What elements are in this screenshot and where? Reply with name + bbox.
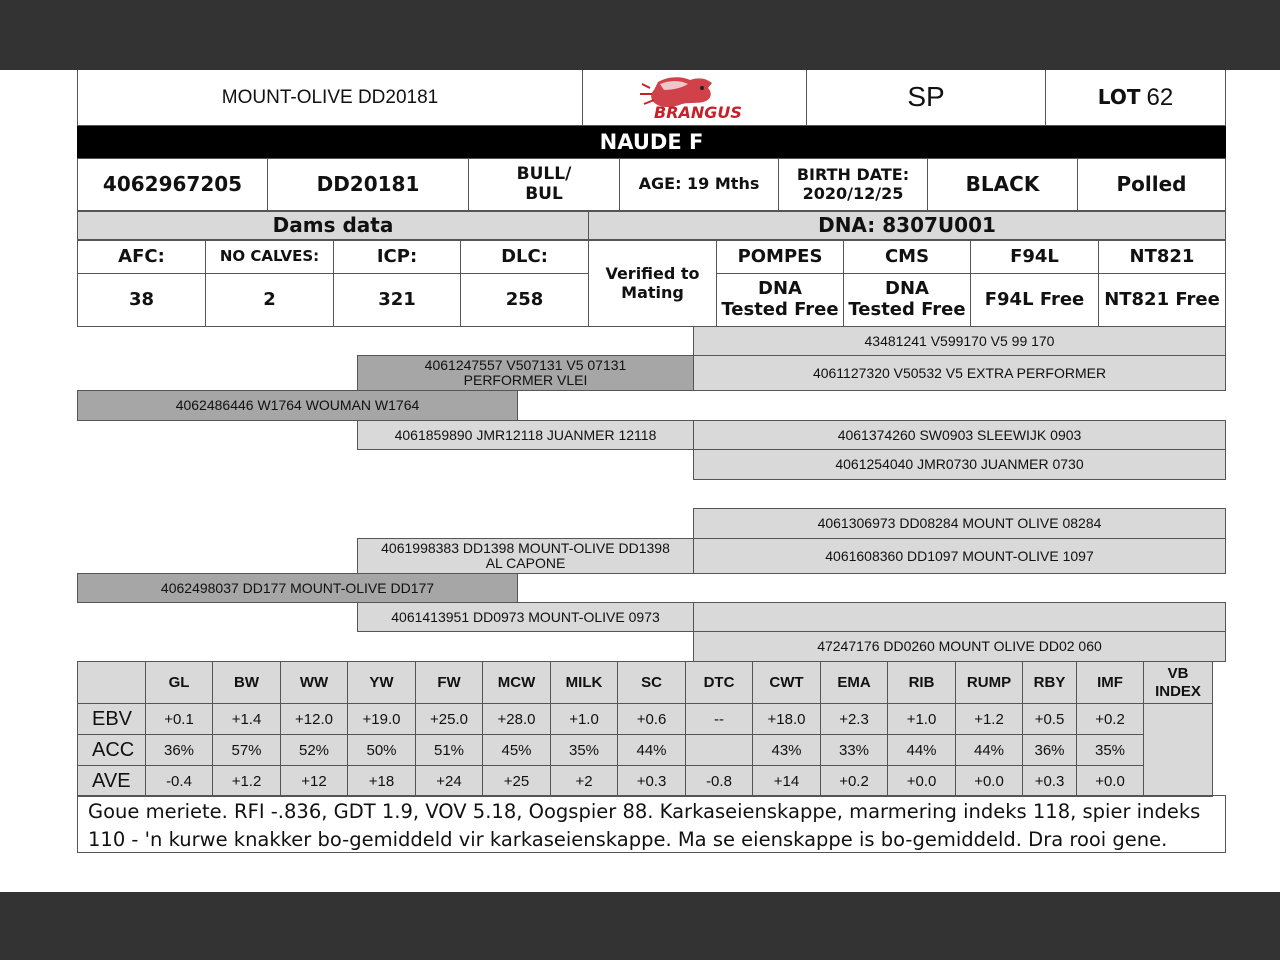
- acc-value: [686, 735, 753, 766]
- pompes-line2: Tested Free: [721, 299, 839, 320]
- acc-value: 35%: [551, 735, 618, 766]
- ave-value: +0.0: [1077, 766, 1144, 797]
- animal-id: DD20181: [267, 158, 469, 211]
- ave-value: +0.0: [956, 766, 1023, 797]
- ebv-header: FW: [416, 662, 483, 704]
- top-bar: [0, 0, 1280, 70]
- icp-value: 321: [333, 273, 461, 327]
- ebv-value: +12.0: [281, 704, 348, 735]
- ebv-row: [78, 704, 1213, 735]
- ebv-header: GL: [146, 662, 213, 704]
- pedigree-dam-sire-sire: 4061306973 DD08284 MOUNT OLIVE 08284: [693, 508, 1226, 539]
- pedigree-sire-dam: 4061859890 JMR12118 JUANMER 12118: [357, 420, 694, 450]
- cms-line2: Tested Free: [848, 299, 966, 320]
- ebv-value: --: [686, 704, 753, 735]
- ebv-value: +0.5: [1023, 704, 1077, 735]
- ebv-value: +18.0: [753, 704, 821, 735]
- ebv-row-label: EBV: [78, 704, 146, 735]
- acc-value: 36%: [1023, 735, 1077, 766]
- registration-number: 4062967205: [77, 158, 268, 211]
- pedigree-sire: 4062486446 W1764 WOUMAN W1764: [77, 390, 518, 421]
- logo-text: BRANGUS: [653, 102, 742, 122]
- age-cell: AGE: 19 Mths: [619, 158, 779, 211]
- ave-value: +24: [416, 766, 483, 797]
- acc-value: 44%: [618, 735, 686, 766]
- ebv-header: SC: [618, 662, 686, 704]
- ebv-header: IMF: [1077, 662, 1144, 704]
- pedigree-dam-sire-line1: 4061998383 DD1398 MOUNT-OLIVE DD1398: [381, 539, 670, 556]
- pedigree-sire-sire-line2: PERFORMER VLEI: [463, 372, 588, 388]
- lot-cell: [1045, 70, 1226, 126]
- ebv-header: EMA: [821, 662, 888, 704]
- ebv-value: +0.1: [146, 704, 213, 735]
- ebv-value: +28.0: [483, 704, 551, 735]
- cms-line1: DNA: [885, 278, 929, 300]
- vb-index-line2: INDEX: [1155, 682, 1201, 700]
- acc-value: 52%: [281, 735, 348, 766]
- lot-label: LOT: [1097, 85, 1141, 109]
- pompes-line1: DNA: [758, 278, 802, 300]
- ebv-header: CWT: [753, 662, 821, 704]
- ebv-header: YW: [348, 662, 416, 704]
- bottom-bar: [0, 892, 1280, 960]
- icp-label: ICP:: [333, 240, 461, 274]
- animal-name: MOUNT-OLIVE DD20181: [77, 70, 583, 126]
- nt821-label: NT821: [1098, 240, 1226, 274]
- pedigree-dam: 4062498037 DD177 MOUNT-OLIVE DD177: [77, 573, 518, 603]
- sex-line1: BULL/: [516, 163, 572, 184]
- acc-value: 36%: [146, 735, 213, 766]
- birth-date: 2020/12/25: [802, 183, 904, 203]
- ave-value: +25: [483, 766, 551, 797]
- birth-date-label: BIRTH DATE:: [796, 165, 910, 185]
- acc-value: 45%: [483, 735, 551, 766]
- ebv-header: RIB: [888, 662, 956, 704]
- remarks-text: Goue meriete. RFI -.836, GDT 1.9, VOV 5.18, Oogspier 88. Karkaseienskappe, marmering indeks 118, spier indeks 110 - 'n kurwe knakker bo-gemiddeld vir karkaseienskappe. Ma se eienskappe is bo-gemiddeld. Dra rooi gene.: [77, 795, 1226, 853]
- pedigree-dam-sire-dam: 4061608360 DD1097 MOUNT-OLIVE 1097: [693, 538, 1226, 574]
- ebv-header-row: [78, 662, 1213, 704]
- pedigree-sire-sire: [357, 355, 694, 391]
- ave-value: +0.2: [821, 766, 888, 797]
- ebv-header: MILK: [551, 662, 618, 704]
- ebv-header: BW: [213, 662, 281, 704]
- ebv-value: +2.3: [821, 704, 888, 735]
- acc-value: 33%: [821, 735, 888, 766]
- no-calves-label: NO CALVES:: [205, 240, 334, 274]
- ave-row: [78, 766, 1213, 797]
- pedigree-sire-sire-sire: 43481241 V599170 V5 99 170: [693, 326, 1226, 356]
- pedigree-dam-dam: 4061413951 DD0973 MOUNT-OLIVE 0973: [357, 602, 694, 632]
- birth-date-cell: [778, 158, 928, 211]
- cms-label: CMS: [843, 240, 971, 274]
- dna-title: DNA: 8307U001: [588, 211, 1226, 240]
- pedigree-sire-sire-dam: 4061127320 V50532 V5 EXTRA PERFORMER: [693, 355, 1226, 391]
- pompes-result: [716, 273, 844, 327]
- pedigree-sire-dam-dam: 4061254040 JMR0730 JUANMER 0730: [693, 449, 1226, 480]
- ebv-header: DTC: [686, 662, 753, 704]
- ebv-value: +0.2: [1077, 704, 1144, 735]
- no-calves-value: 2: [205, 273, 334, 327]
- ebv-value: +1.4: [213, 704, 281, 735]
- acc-row-label: ACC: [78, 735, 146, 766]
- dlc-label: DLC:: [460, 240, 589, 274]
- horn-status-cell: Polled: [1077, 158, 1226, 211]
- sex-cell: [468, 158, 620, 211]
- pompes-label: POMPES: [716, 240, 844, 274]
- afc-value: 38: [77, 273, 206, 327]
- ave-row-label: AVE: [78, 766, 146, 797]
- brangus-logo-icon: [620, 74, 770, 122]
- ebv-table: [77, 661, 1213, 797]
- acc-value: 44%: [956, 735, 1023, 766]
- ave-value: -0.4: [146, 766, 213, 797]
- pedigree-dam-dam-sire: [693, 602, 1226, 632]
- lot-number: 62: [1146, 83, 1174, 111]
- colour-cell: BLACK: [927, 158, 1078, 211]
- acc-value: 35%: [1077, 735, 1144, 766]
- ebv-value: +0.6: [618, 704, 686, 735]
- ave-value: +12: [281, 766, 348, 797]
- pedigree-sire-dam-sire: 4061374260 SW0903 SLEEWIJK 0903: [693, 420, 1226, 450]
- ave-value: +14: [753, 766, 821, 797]
- acc-value: 43%: [753, 735, 821, 766]
- ebv-header: RUMP: [956, 662, 1023, 704]
- vb-index-line1: VB: [1167, 664, 1189, 682]
- sex-line2: BUL: [525, 183, 563, 204]
- ave-value: +0.3: [1023, 766, 1077, 797]
- ave-value: +18: [348, 766, 416, 797]
- nt821-result: NT821 Free: [1098, 273, 1226, 327]
- verified-line2: Mating: [621, 282, 684, 302]
- ebv-value: +1.0: [888, 704, 956, 735]
- afc-label: AFC:: [77, 240, 206, 274]
- vb-index-value: [1144, 704, 1213, 797]
- ebv-value: +25.0: [416, 704, 483, 735]
- ave-value: +0.3: [618, 766, 686, 797]
- ebv-value: +19.0: [348, 704, 416, 735]
- ebv-header: MCW: [483, 662, 551, 704]
- ebv-corner: [78, 662, 146, 704]
- verified-line1: Verified to: [605, 264, 700, 284]
- f94l-label: F94L: [970, 240, 1099, 274]
- ebv-value: +1.0: [551, 704, 618, 735]
- grade-cell: SP: [806, 70, 1046, 126]
- acc-row: [78, 735, 1213, 766]
- acc-value: 51%: [416, 735, 483, 766]
- ave-value: +1.2: [213, 766, 281, 797]
- acc-value: 50%: [348, 735, 416, 766]
- pedigree-dam-sire: [357, 538, 694, 574]
- dlc-value: 258: [460, 273, 589, 327]
- ebv-header: WW: [281, 662, 348, 704]
- dams-data-title: Dams data: [77, 211, 589, 240]
- ave-value: +2: [551, 766, 618, 797]
- breeder-banner: NAUDE F: [77, 126, 1226, 158]
- cms-result: [843, 273, 971, 327]
- ebv-header: RBY: [1023, 662, 1077, 704]
- pedigree-dam-dam-dam: 47247176 DD0260 MOUNT OLIVE DD02 060: [693, 631, 1226, 662]
- verified-to-mating: [588, 240, 717, 327]
- ebv-value: +1.2: [956, 704, 1023, 735]
- acc-value: 57%: [213, 735, 281, 766]
- ave-value: +0.0: [888, 766, 956, 797]
- ave-value: -0.8: [686, 766, 753, 797]
- vb-index-header: [1144, 662, 1213, 704]
- f94l-result: F94L Free: [970, 273, 1099, 327]
- acc-value: 44%: [888, 735, 956, 766]
- pedigree-dam-sire-line2: AL CAPONE: [485, 555, 566, 571]
- brangus-logo: [582, 70, 807, 126]
- pedigree-sire-sire-line1: 4061247557 V507131 V5 07131: [424, 356, 627, 373]
